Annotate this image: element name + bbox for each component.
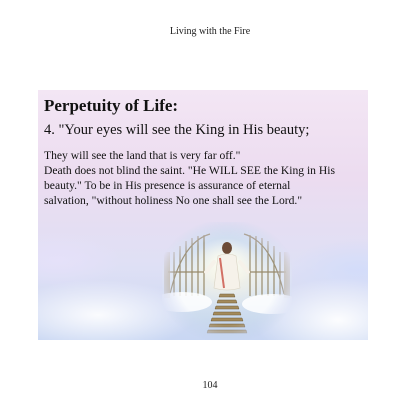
page-number: 104: [202, 380, 218, 391]
slide-image: [38, 90, 368, 340]
running-head: Living with the Fire: [169, 26, 251, 37]
body-line: Death does not blind the saint. "He WILL SEE the King in His: [44, 164, 335, 177]
slide-title: Perpetuity of Life:: [44, 96, 179, 115]
body-line: salvation, "without holiness No one shall see the Lord.": [44, 194, 303, 207]
gates-of-heaven-illustration: [162, 222, 292, 340]
slide-body: [44, 148, 366, 208]
body-line: beauty." To be in His presence is assurance of eternal: [44, 179, 291, 192]
slide-point: 4. "Your eyes will see the King in His beauty;: [44, 122, 310, 138]
body-line: They will see the land that is very far off.": [44, 149, 241, 162]
